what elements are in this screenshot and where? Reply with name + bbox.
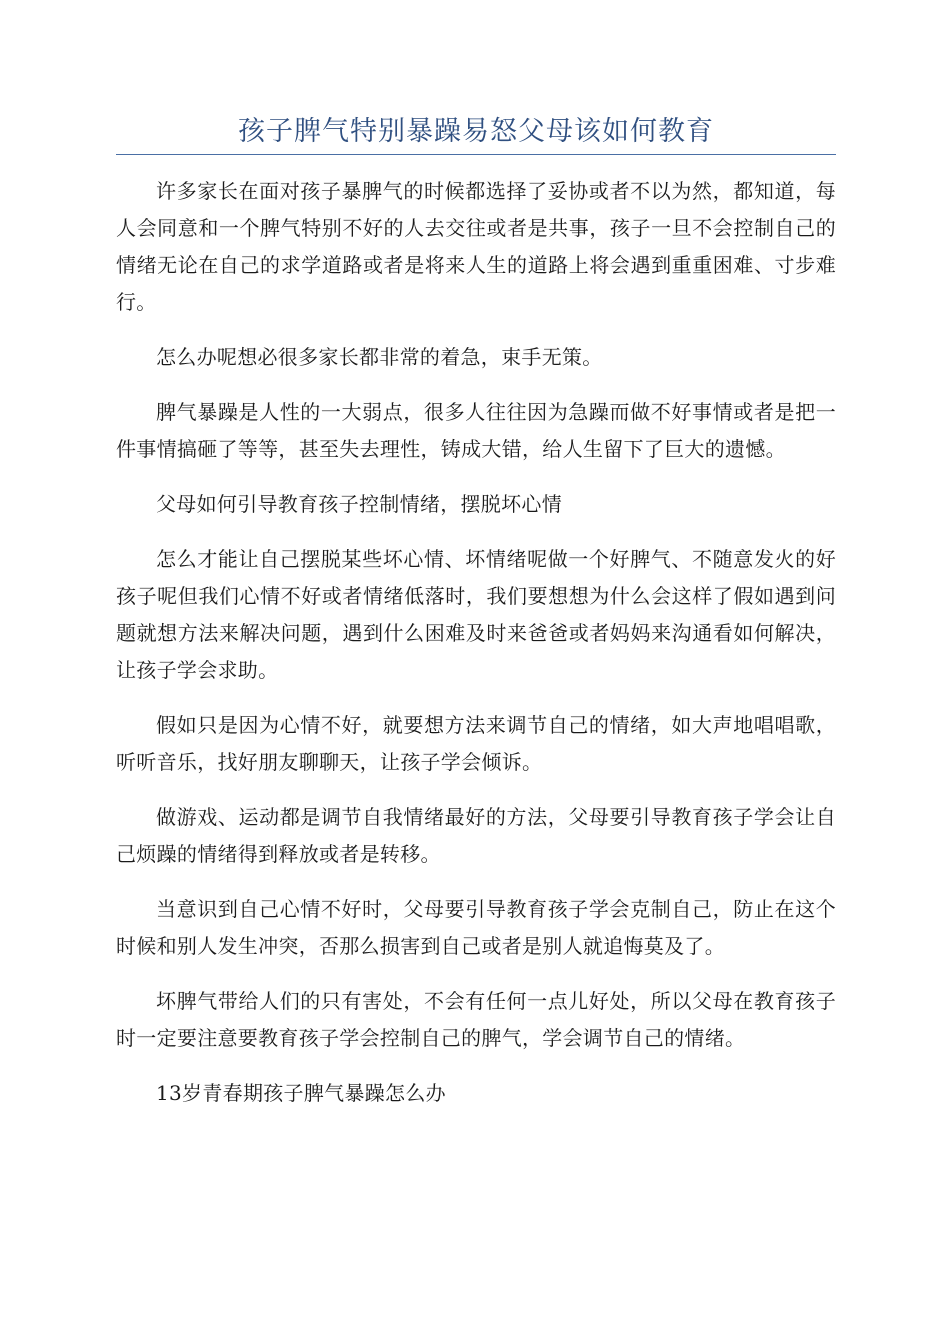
section-heading-guide: 父母如何引导教育孩子控制情绪，摆脱坏心情 <box>156 492 562 516</box>
paragraph-1: 许多家长在面对孩子暴脾气的时候都选择了妥协或者不以为然，都知道，每人会同意和一个脾气特别不好的人去交往或者是共事，孩子一旦不会控制自己的情绪无论在自己的求学道路或者是将来人生的道路上将会遇到重重困难、寸步难行。 <box>116 179 836 314</box>
document-title: 孩子脾气特别暴躁易怒父母该如何教育 <box>238 116 714 147</box>
paragraph-3: 脾气暴躁是人性的一大弱点，很多人往往因为急躁而做不好事情或者是把一件事情搞砸了等等，甚至失去理性，铸成大错，给人生留下了巨大的遗憾。 <box>116 400 836 461</box>
paragraph-2: 怎么办呢想必很多家长都非常的着急，束手无策。 <box>156 345 603 369</box>
paragraph-7: 做游戏、运动都是调节自我情绪最好的方法，父母要引导教育孩子学会让自己烦躁的情绪得到释放或者是转移。 <box>116 805 836 866</box>
paragraph-9: 坏脾气带给人们的只有害处，不会有任何一点儿好处，所以父母在教育孩子时一定要注意要教育孩子学会控制自己的脾气，学会调节自己的情绪。 <box>116 989 836 1050</box>
paragraph-8: 当意识到自己心情不好时，父母要引导教育孩子学会克制自己，防止在这个时候和别人发生冲突，否那么损害到自己或者是别人就追悔莫及了。 <box>116 897 836 958</box>
paragraph-5: 怎么才能让自己摆脱某些坏心情、坏情绪呢做一个好脾气、不随意发火的好孩子呢但我们心情不好或者情绪低落时，我们要想想为什么会这样了假如遇到问题就想方法来解决问题，遇到什么困难及时来爸爸或者妈妈来沟通看如何解决，让孩子学会求助。 <box>116 547 836 682</box>
paragraph-6: 假如只是因为心情不好，就要想方法来调节自己的情绪，如大声地唱唱歌，听听音乐，找好朋友聊聊天，让孩子学会倾诉。 <box>116 713 836 774</box>
title-underline <box>116 154 836 155</box>
document-page <box>116 112 836 1130</box>
section-heading-teen: 13岁青春期孩子脾气暴躁怎么办 <box>156 1081 446 1105</box>
